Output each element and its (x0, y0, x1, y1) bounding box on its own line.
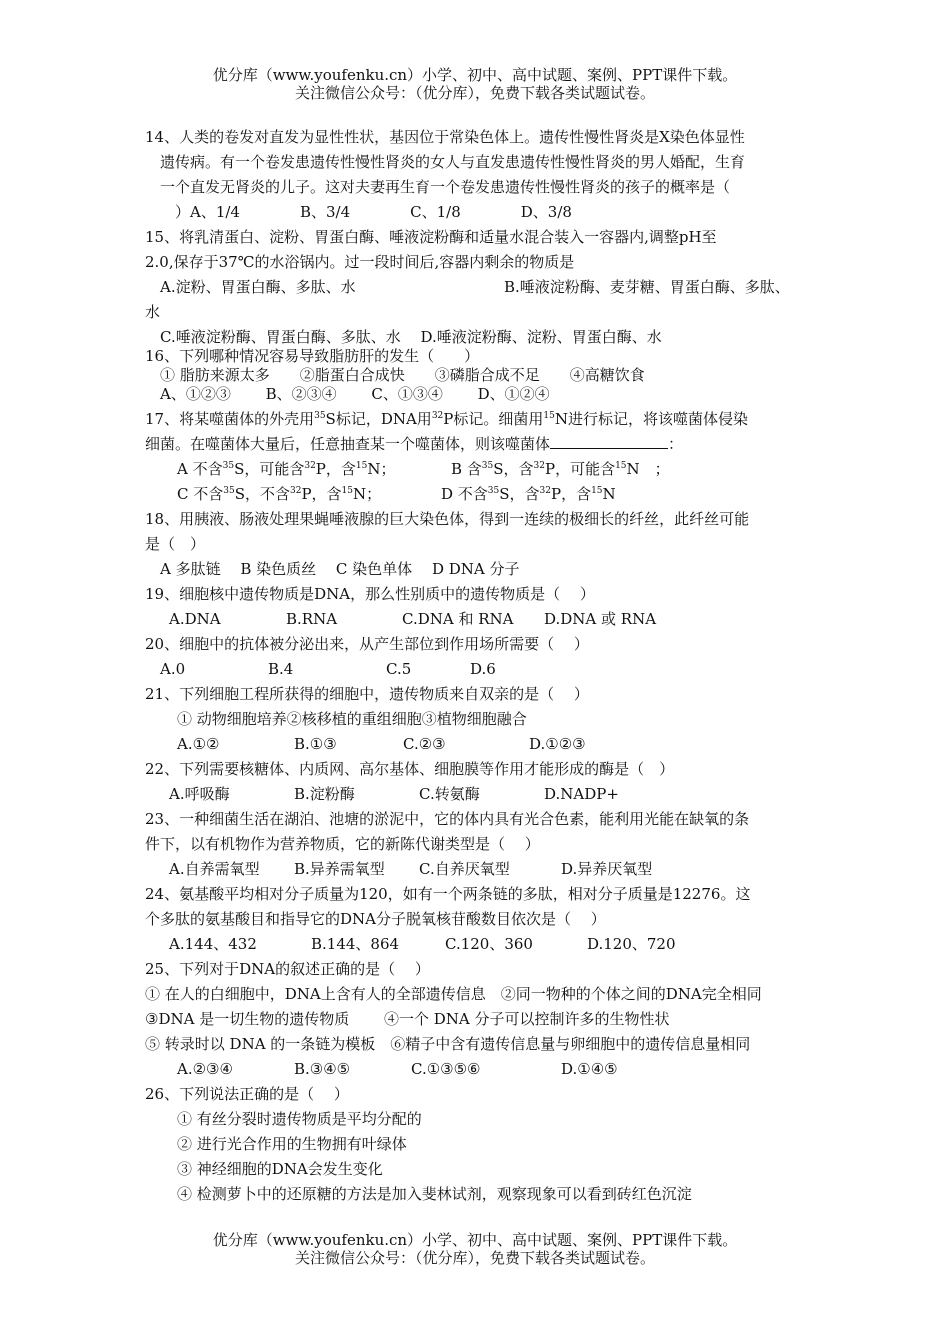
q16-items: ① 脂肪来源太多 ②脂蛋白合成快 ③磷脂合成不足 ④高糖饮食 (160, 366, 645, 384)
q23-option-c: C.自养厌氧型 (419, 860, 510, 878)
q20-option-a: A.0 (160, 660, 186, 678)
q19-option-b: B.RNA (286, 610, 338, 628)
q15-line-1: 15、将乳清蛋白、淀粉、胃蛋白酶、唾液淀粉酶和适量水混合装入一容器内,调整pH至 (145, 228, 717, 246)
q19-line-1: 19、细胞核中遗传物质是DNA，那么性别质中的遗传物质是（ ） (145, 585, 595, 603)
q23-option-d: D.异养厌氧型 (561, 860, 653, 878)
q26-statement-1: ① 有丝分裂时遗传物质是平均分配的 (177, 1110, 422, 1128)
q19-option-d: D.DNA 或 RNA (544, 610, 657, 628)
q14-line-1: 14、人类的卷发对直发为显性性状，基因位于常染色体上。遗传性慢性肾炎是X染色体显性 (145, 128, 745, 146)
q20-line-1: 20、细胞中的抗体被分泌出来，从产生部位到作用场所需要（ ） (145, 635, 589, 653)
q25-line-1: 25、下列对于DNA的叙述正确的是（ ） (145, 960, 430, 978)
q24-option-b: B.144、864 (311, 935, 400, 953)
q23-line-1: 23、一种细菌生活在湖泊、池塘的淤泥中，它的体内具有光合色素，能利用光能在缺氧的条 (145, 810, 750, 828)
q24-option-a: A.144、432 (169, 935, 257, 953)
footer-line-2: 关注微信公众号：（优分库），免费下载各类试题试卷。 (294, 1249, 655, 1267)
q26-statement-3: ③ 神经细胞的DNA会发生变化 (177, 1160, 383, 1178)
q15-option-b-cont: 水 (145, 303, 161, 321)
q25-option-a: A.②③④ (177, 1060, 233, 1078)
q22-option-c: C.转氨酶 (419, 785, 480, 803)
q21-option-a: A.①② (177, 735, 220, 753)
header-line-1: 优分库（www.youfenku.cn）小学、初中、高中试题、案例、PPT课件下载。 (212, 66, 738, 84)
q19-option-c: C.DNA 和 RNA (402, 610, 514, 628)
q26-line-1: 26、下列说法正确的是（ ） (145, 1085, 349, 1103)
q19-option-a: A.DNA (169, 610, 221, 628)
q24-line-1: 24、氨基酸平均相对分子质量为120，如有一个两条链的多肽，相对分子质量是12276。这 (145, 885, 751, 903)
q21-line-1: 21、下列细胞工程所获得的细胞中，遗传物质来自双亲的是（ ） (145, 685, 589, 703)
q16-options: A、①②③ B、②③④ C、①③④ D、①②④ (160, 385, 550, 403)
q22-option-d: D.NADP+ (544, 785, 619, 803)
q20-option-c: C.5 (386, 660, 412, 678)
q14-line-3: 一个直发无肾炎的儿子。这对夫妻再生育一个卷发患遗传性慢性肾炎的孩子的概率是（ (160, 178, 731, 196)
q25-statement-5-6: ⑤ 转录时以 DNA 的一条链为模板 ⑥精子中含有遗传信息量与卵细胞中的遗传信息量相同 (145, 1035, 751, 1053)
q14-options: ）A、1/4 B、3/4 C、1/8 D、3/8 (175, 203, 572, 221)
q20-option-b: B.4 (268, 660, 294, 678)
q17-option-c: C 不含$^{35}$S，不含$^{32}$P，含$^{15}$N； (177, 485, 382, 503)
q17-option-d: D 不含$^{35}$S，含$^{32}$P，含$^{15}$N (441, 485, 616, 503)
q24-option-d: D.120、720 (587, 935, 676, 953)
q16-line-1: 16、下列哪种情况容易导致脂肪肝的发生（ ） (145, 347, 480, 365)
q24-line-2: 个多肽的氨基酸目和指导它的DNA分子脱氧核苷酸数目依次是（ ） (145, 910, 606, 928)
q25-option-d: D.①④⑤ (561, 1060, 618, 1078)
q15-options-cd: C.唾液淀粉酶、胃蛋白酶、多肽、水 D.唾液淀粉酶、淀粉、胃蛋白酶、水 (160, 328, 662, 346)
q18-line-1: 18、用胰液、肠液处理果蝇唾液腺的巨大染色体，得到一连续的极细长的纤丝，此纤丝可能 (145, 510, 750, 528)
q14-line-2: 遗传病。有一个卷发患遗传性慢性肾炎的女人与直发患遗传性慢性肾炎的男人婚配，生育 (160, 153, 746, 171)
q21-option-c: C.②③ (403, 735, 446, 753)
header-line-2: 关注微信公众号：（优分库），免费下载各类试题试卷。 (294, 84, 655, 102)
q21-items: ① 动物细胞培养②核移植的重组细胞③植物细胞融合 (177, 710, 527, 728)
q25-option-b: B.③④⑤ (294, 1060, 351, 1078)
q23-option-b: B.异养需氧型 (294, 860, 385, 878)
q26-statement-4: ④ 检测萝卜中的还原糖的方法是加入斐林试剂，观察现象可以看到砖红色沉淀 (177, 1185, 692, 1203)
q17-option-b: B 含$^{35}$S，含$^{32}$P，可能含$^{15}$N ； (451, 460, 670, 478)
q20-option-d: D.6 (470, 660, 496, 678)
q23-option-a: A.自养需氧型 (169, 860, 260, 878)
q21-option-d: D.①②③ (529, 735, 586, 753)
q26-statement-2: ② 进行光合作用的生物拥有叶绿体 (177, 1135, 407, 1153)
q15-option-b: B.唾液淀粉酶、麦芽糖、胃蛋白酶、多肽、 (504, 278, 790, 296)
footer-line-1: 优分库（www.youfenku.cn）小学、初中、高中试题、案例、PPT课件下载。 (212, 1231, 738, 1249)
q25-statement-3-4: ③DNA 是一切生物的遗传物质 ④一个 DNA 分子可以控制许多的生物性状 (145, 1010, 670, 1028)
q24-option-c: C.120、360 (445, 935, 533, 953)
q17-line-1: 17、将某噬菌体的外壳用$^{35}$S标记，DNA用$^{32}$P标记。细菌用$^{15}$N进行标记，将该噬菌体侵染 (145, 410, 748, 428)
q18-options: A 多肽链 B 染色质丝 C 染色单体 D DNA 分子 (160, 560, 520, 578)
q25-option-c: C.①③⑤⑥ (411, 1060, 481, 1078)
q22-option-a: A.呼吸酶 (169, 785, 230, 803)
answer-blank (550, 434, 668, 449)
q15-line-2: 2.0,保存于37℃的水浴锅内。过一段时间后,容器内剩余的物质是 (145, 253, 575, 271)
q22-option-b: B.淀粉酶 (294, 785, 355, 803)
q23-line-2: 件下，以有机物作为营养物质，它的新陈代谢类型是（ ） (145, 835, 540, 853)
q18-line-2: 是（ ） (145, 535, 206, 553)
q21-option-b: B.①③ (294, 735, 337, 753)
q17-option-a: A 不含$^{35}$S，可能含$^{32}$P，含$^{15}$N； (177, 460, 396, 478)
q25-statement-1-2: ① 在人的白细胞中，DNA上含有人的全部遗传信息 ②同一物种的个体之间的DNA完全相同 (145, 985, 762, 1003)
q22-line-1: 22、下列需要核糖体、内质网、高尔基体、细胞膜等作用才能形成的酶是（ ） (145, 760, 675, 778)
q17-line-2: 细菌。在噬菌体大量后，任意抽查某一个噬菌体，则该噬菌体 ： (145, 435, 684, 453)
q15-option-a: A.淀粉、胃蛋白酶、多肽、水 (160, 278, 356, 296)
